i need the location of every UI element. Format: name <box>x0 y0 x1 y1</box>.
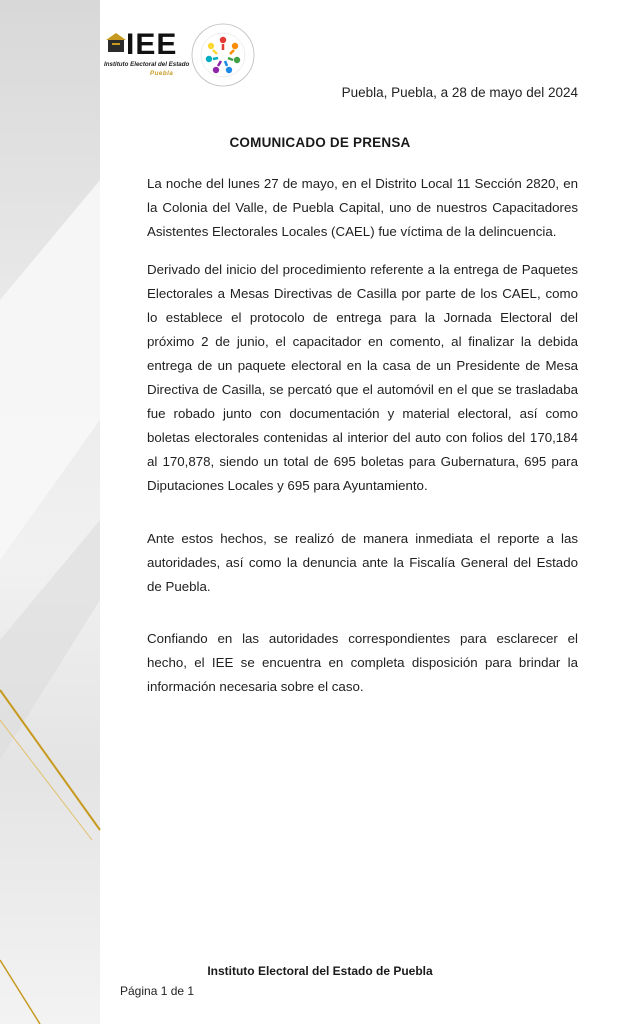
footer-institution: Instituto Electoral del Estado de Puebla <box>207 964 433 978</box>
paragraph-4: Confiando en las autoridades correspondientes para esclarecer el hecho, el IEE se encuentra en completa disposición para brindar la información necesaria sobre el caso. <box>147 631 578 694</box>
logo-subtitle: Instituto Electoral del Estado <box>104 61 190 68</box>
page-number: Página 1 de 1 <box>120 984 195 998</box>
paragraph-1: La noche del lunes 27 de mayo, en el Distrito Local 11 Sección 2820, en la Colonia del Valle, de Puebla Capital, uno de nuestros Capacitadores Asistentes Electorales Locales (CAEL) fue víctima de la delincuencia. <box>147 176 578 239</box>
paragraph-3: Ante estos hechos, se realizó de manera inmediata el reporte a las autoridades, así como la denuncia ante la Fiscalía General del Estado de Puebla. <box>147 531 578 594</box>
ballot-box-icon <box>104 30 128 54</box>
equality-certification-seal <box>190 22 256 88</box>
document-title: COMUNICADO DE PRENSA <box>229 135 411 150</box>
dateline: Puebla, Puebla, a 28 de mayo del 2024 <box>341 85 578 100</box>
logo-acronym: IEE <box>126 28 178 61</box>
gold-stripe-decoration <box>0 0 200 1024</box>
logo-subtitle-place: Puebla <box>150 70 174 77</box>
paragraph-2: Derivado del inicio del procedimiento referente a la entrega de Paquetes Electorales a Mesas Directivas de Casilla por parte de los CAEL, como lo establece el protocolo de entrega para la Jornada Electoral del próximo 2 de junio, el capacitador en comento, al finalizar la debida entrega de un paquete electoral en la casa de un Presidente de Mesa Directiva de Casilla, se percató que el automóvil en el que se trasladaba fue robado junto con documentación y material electoral, así como boletas electorales contenidas al interior del auto con folios del 170,184 al 170,878, siendo un total de 695 boletas para Gubernatura, 695 para Diputaciones Locales y 695 para Ayuntamiento. <box>147 262 578 493</box>
iee-logo <box>104 28 190 86</box>
